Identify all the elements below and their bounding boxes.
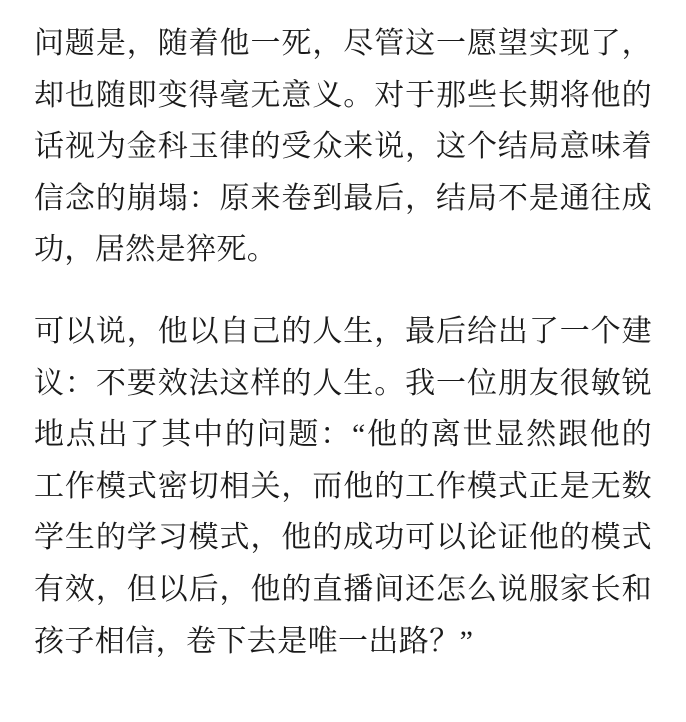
paragraph-1: 问题是，随着他一死，尽管这一愿望实现了，却也随即变得毫无意义。对于那些长期将他的话视为金科玉律的受众来说，这个结局意味着信念的崩塌：原来卷到最后，结局不是通往成功，居然是猝死。 [34, 27, 652, 267]
paragraph-2: 可以说，他以自己的人生，最后给出了一个建议：不要效法这样的人生。我一位朋友很敏锐地点出了其中的问题：“他的离世显然跟他的工作模式密切相关，而他的工作模式正是无数学生的学习模式，他的成功可以论证他的模式有效，但以后，他的直播间还怎么说服家长和孩子相信，卷下去是唯一出路？” [34, 314, 652, 658]
